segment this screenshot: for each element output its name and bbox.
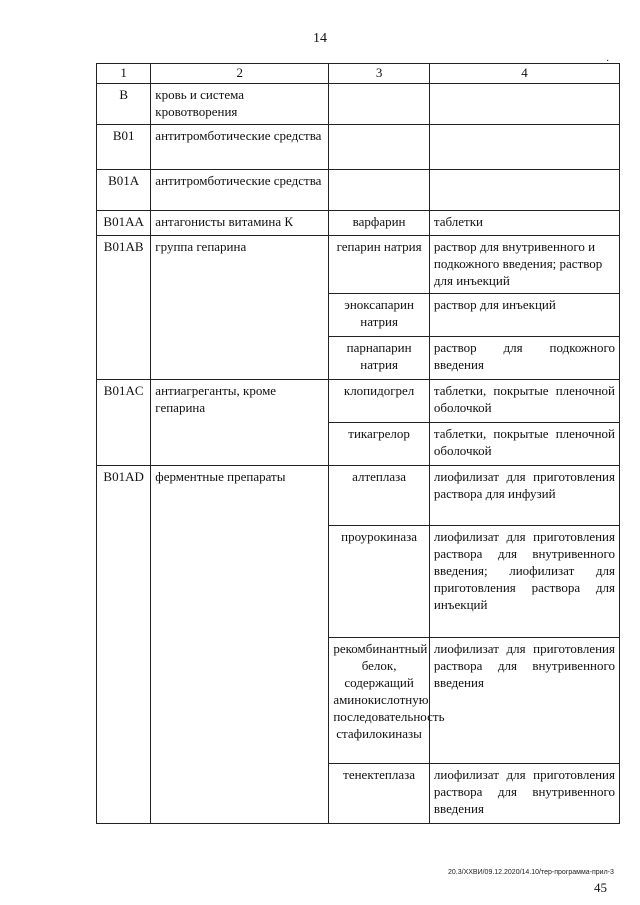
drug-name: варфарин bbox=[329, 211, 430, 236]
table-row bbox=[97, 125, 620, 170]
drug-name: клопидогрел bbox=[329, 380, 430, 423]
column-header-4: 4 bbox=[429, 64, 619, 84]
dosage-form: таблетки, покрытые пленочной оболочкой bbox=[429, 423, 619, 466]
dosage-form: таблетки, покрытые пленочной оболочкой bbox=[429, 380, 619, 423]
atc-code: B01AA bbox=[97, 211, 151, 236]
atc-group-name: антагонисты витамина К bbox=[151, 211, 329, 236]
drug-list-table bbox=[96, 63, 620, 824]
table-row bbox=[97, 211, 620, 236]
atc-group-name: кровь и система кровотворения bbox=[151, 84, 329, 125]
atc-code: B01AD bbox=[97, 466, 151, 526]
atc-code bbox=[97, 638, 151, 764]
atc-code bbox=[97, 526, 151, 638]
dosage-form bbox=[429, 84, 619, 125]
atc-code bbox=[97, 294, 151, 337]
table-row bbox=[97, 84, 620, 125]
dosage-form: раствор для подкожного введения bbox=[429, 337, 619, 380]
atc-group-name: антитромботические средства bbox=[151, 170, 329, 211]
corner-mark: · bbox=[606, 56, 610, 67]
drug-name bbox=[329, 125, 430, 170]
page-number-top: 14 bbox=[313, 31, 327, 46]
dosage-form: лиофилизат для приготовления раствора для внутривенного введения bbox=[429, 638, 619, 764]
table-row bbox=[97, 423, 620, 466]
atc-group-name bbox=[151, 337, 329, 380]
dosage-form: раствор для инъекций bbox=[429, 294, 619, 337]
drug-name: тикагрелор bbox=[329, 423, 430, 466]
atc-code: B bbox=[97, 84, 151, 125]
table-row bbox=[97, 236, 620, 294]
table-row bbox=[97, 294, 620, 337]
atc-code: B01AC bbox=[97, 380, 151, 423]
atc-code: B01A bbox=[97, 170, 151, 211]
atc-code: B01 bbox=[97, 125, 151, 170]
dosage-form bbox=[429, 125, 619, 170]
table-row bbox=[97, 466, 620, 526]
atc-group-name: антиагреганты, кроме гепарина bbox=[151, 380, 329, 423]
drug-name: проурокиназа bbox=[329, 526, 430, 638]
atc-group-name: ферментные препараты bbox=[151, 466, 329, 526]
drug-name bbox=[329, 84, 430, 125]
atc-group-name bbox=[151, 423, 329, 466]
dosage-form bbox=[429, 170, 619, 211]
table-row bbox=[97, 764, 620, 824]
table-row bbox=[97, 170, 620, 211]
column-header-1: 1 bbox=[97, 64, 151, 84]
table-row bbox=[97, 526, 620, 638]
table-row bbox=[97, 337, 620, 380]
column-header-2: 2 bbox=[151, 64, 329, 84]
table-row bbox=[97, 638, 620, 764]
drug-name: тенектеплаза bbox=[329, 764, 430, 824]
table-row bbox=[97, 380, 620, 423]
page-number-bottom: 45 bbox=[594, 880, 607, 895]
drug-name: эноксапарин натрия bbox=[329, 294, 430, 337]
atc-group-name bbox=[151, 638, 329, 764]
drug-name: парнапарин натрия bbox=[329, 337, 430, 380]
atc-group-name: группа гепарина bbox=[151, 236, 329, 294]
atc-code bbox=[97, 764, 151, 824]
dosage-form: таблетки bbox=[429, 211, 619, 236]
column-header-3: 3 bbox=[329, 64, 430, 84]
atc-code bbox=[97, 337, 151, 380]
atc-code bbox=[97, 423, 151, 466]
dosage-form: лиофилизат для приготовления раствора для внутривенного введения; лиофилизат для приготовления раствора для инъекций bbox=[429, 526, 619, 638]
atc-group-name bbox=[151, 764, 329, 824]
dosage-form: лиофилизат для приготовления раствора для инфузий bbox=[429, 466, 619, 526]
document-reference: 20.3/ХХВИ/09.12.2020/14.10/тер-программа-прил-3 bbox=[448, 869, 614, 876]
table-header-row bbox=[97, 64, 620, 84]
drug-name: гепарин натрия bbox=[329, 236, 430, 294]
drug-name: рекомбинантный белок, содержащий аминокислотную последовательность стафилокиназы bbox=[329, 638, 430, 764]
drug-name: алтеплаза bbox=[329, 466, 430, 526]
atc-group-name bbox=[151, 526, 329, 638]
atc-code: B01AB bbox=[97, 236, 151, 294]
dosage-form: лиофилизат для приготовления раствора для внутривенного введения bbox=[429, 764, 619, 824]
atc-group-name: антитромботические средства bbox=[151, 125, 329, 170]
dosage-form: раствор для внутривенного и подкожного введения; раствор для инъекций bbox=[429, 236, 619, 294]
drug-name bbox=[329, 170, 430, 211]
atc-group-name bbox=[151, 294, 329, 337]
